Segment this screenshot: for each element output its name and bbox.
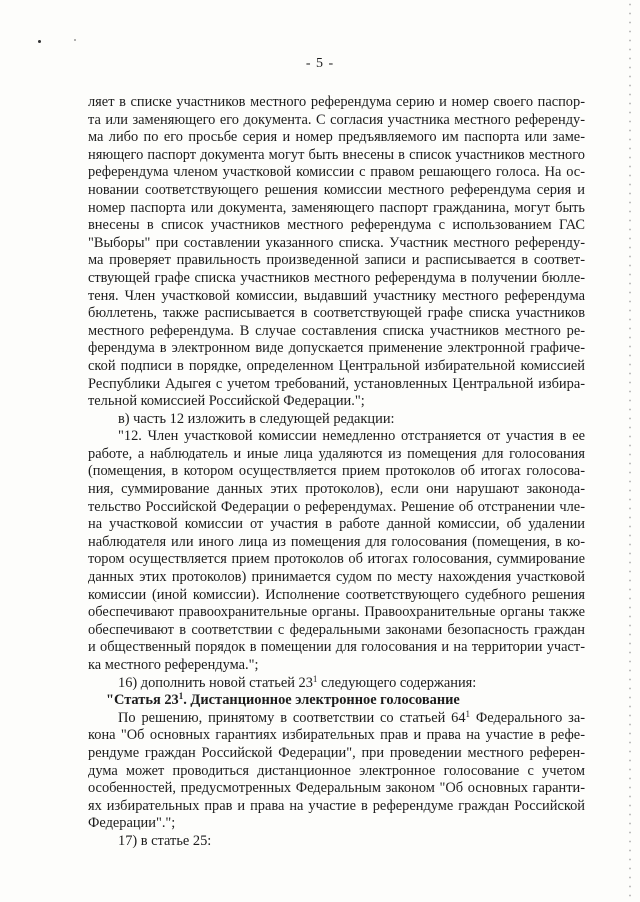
- text-line: номер паспорта или документа, заменяющего паспорт гражданина, могут быть: [88, 199, 585, 216]
- text-line: та или заменяющего его документа. С согласия участника местного референду-: [88, 111, 585, 128]
- scan-speck: [74, 39, 76, 41]
- text-line: местного референдума. В случае составления списка участников местного ре-: [88, 322, 585, 339]
- scan-edge-artifact: [628, 0, 632, 902]
- text-line: и общественный порядок в помещении для голосования и на территории участ-: [88, 639, 585, 656]
- text-line: внесены в список участников местного референдума с использованием ГАС: [88, 217, 585, 234]
- page-number: - 5 -: [305, 56, 335, 71]
- text-line: дума может проводиться дистанционное электронное голосование с учетом: [88, 762, 585, 779]
- text-line: ях избирательных прав и права на участие в референдуме граждан Российской: [88, 797, 585, 814]
- text-line: данных этих протоколов) принимается судом по месту нахождения участковой: [88, 569, 585, 586]
- text-line: Федерации".";: [88, 815, 176, 832]
- text-line: "Статья $23^1$. Дистанционное электронное голосование: [106, 691, 460, 709]
- text-line: ма либо по его просьбе серия и номер предъявляемого им паспорта или заме-: [88, 129, 585, 146]
- text-line: ма проверяет правильность произведенной записи и расписывается в соответ-: [88, 252, 585, 269]
- text-line: (помещения, в котором осуществляется прием протоколов об итогах голосова-: [88, 463, 585, 480]
- text-line: ляет в списке участников местного референдума серию и номер своего паспор-: [88, 94, 585, 110]
- text-line: новании соответствующего решения комиссии местного референдума серия и: [88, 181, 585, 198]
- text-line: ка местного референдума.";: [88, 657, 259, 673]
- text-line: в) часть 12 изложить в следующей редакции:: [118, 410, 395, 427]
- text-line: референдума членом участковой комиссии с правом решающего голоса. На ос-: [88, 164, 585, 181]
- scan-speck: [38, 40, 41, 43]
- text-line: ния, суммирование данных этих протоколов), если они нарушают законода-: [88, 481, 585, 498]
- superscript: 1: [178, 691, 184, 702]
- text-line: Республики Адыгея с учетом требований, установленных Центральной избира-: [88, 375, 585, 392]
- text-line: 17) в статье 25:: [118, 832, 212, 849]
- text-line: тельство Российской Федерации о референдумах. Решение об отстранении чле-: [88, 498, 585, 515]
- text-line: бюллетень, также расписывается в соответствующей графе списка участников: [88, 305, 585, 322]
- text-line: По решению, принятому в соответствии со статьей $64^1$ Федерального за-: [118, 708, 585, 726]
- text-line: комиссии (иной комиссии). Исполнение соответствующего судебного решения: [88, 586, 585, 603]
- text-line: обеспечивают в соответствии с федеральными законами безопасность граждан: [88, 621, 585, 638]
- text-line: наблюдателя или иного лица из помещения для голосования (помещения, в ко-: [88, 533, 585, 550]
- text-line: ствующей графе списка участников местного референдума в получении бюлле-: [88, 269, 585, 286]
- text-line: тором осуществляется прием протоколов об итогах голосования, суммирование: [88, 551, 585, 568]
- superscript: 1: [312, 673, 318, 684]
- text-line: тельной комиссией Российской Федерации.";: [88, 393, 365, 410]
- text-line: няющего паспорт документа могут быть внесены в список участников местного: [88, 146, 585, 163]
- text-line: обеспечивают правоохранительные органы. Правоохранительные органы также: [88, 604, 585, 621]
- document-body: [88, 94, 585, 851]
- text-line: ферендума в электронном виде допускается применение электронной графиче-: [88, 340, 585, 357]
- text-line: "Выборы" при составлении указанного списка. Участник местного референду-: [88, 234, 585, 251]
- text-line: работе, а наблюдатель и иные лица удаляются из помещения для голосования: [88, 445, 585, 462]
- text-line: кона "Об основных гарантиях избирательных прав и права на участие в рефе-: [88, 727, 585, 744]
- text-line: 16) дополнить новой статьей $23^1$ следующего содержания:: [118, 673, 477, 691]
- text-line: "12. Член участковой комиссии немедленно отстраняется от участия в ее: [118, 428, 585, 445]
- superscript: 1: [465, 708, 471, 719]
- text-line: ской подписи в порядке, определенном Центральной избирательной комиссией: [88, 357, 585, 374]
- text-line: рендуме граждан Российской Федерации", при проведении местного референ-: [88, 744, 585, 761]
- text-line: на участковой комиссии от участия в работе данной комиссии, об удалении: [88, 516, 585, 533]
- text-line: теня. Член участковой комиссии, выдавший участнику местного референдума: [88, 287, 585, 304]
- text-line: особенностей, предусмотренных Федеральным законом "Об основных гаранти-: [88, 780, 585, 797]
